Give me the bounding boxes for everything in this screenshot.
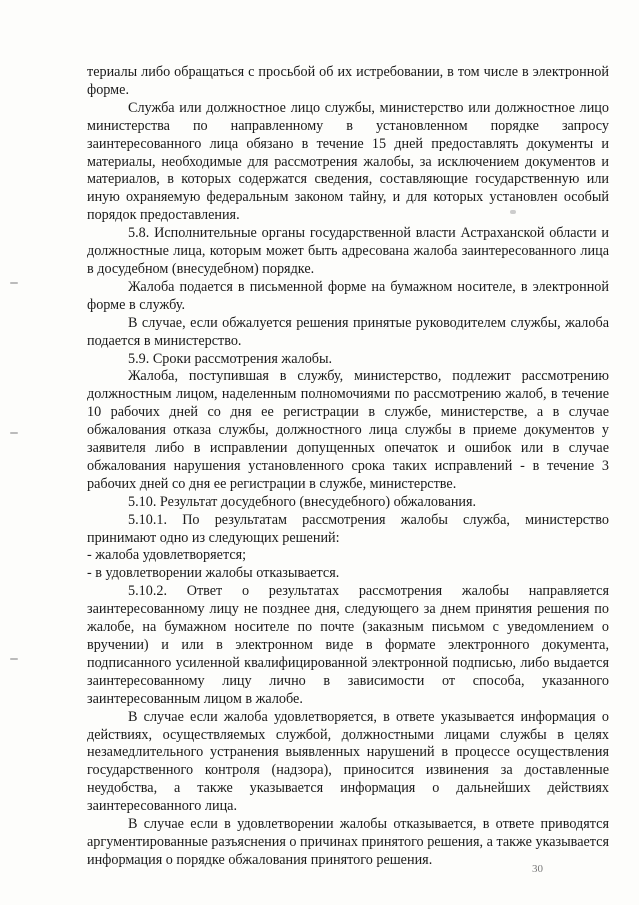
scan-mark <box>10 658 18 660</box>
section-heading-5-8: 5.8. Исполнительные органы государственной власти Астраханской области и должностные лица, которым может быть адресована жалоба заинтересованного лица в досудебном (внесудебном) порядке. <box>87 225 609 277</box>
paragraph-continuation: териалы либо обращаться с просьбой об их истребовании, в том числе в электронной форме. <box>87 64 609 98</box>
scan-mark <box>10 282 18 284</box>
section-heading-5-10: 5.10. Результат досудебного (внесудебного) обжалования. <box>128 493 477 510</box>
paragraph: Служба или должностное лицо службы, министерство или должностное лицо министерства по направленному в установленном порядке запросу заинтересованного лица обязано в течение 15 дней предоставлять документы и материалы, необходимые для рассмотрения жалобы, за исключением документов и материалов, в которых содержатся сведения, составляющие государственную или иную охраняемую федеральным законом тайну, и для которых установлен особый порядок предоставления. <box>87 99 609 224</box>
section-heading-5-10-2: 5.10.2. Ответ о результатах рассмотрения жалобы направляется заинтересованному лицу не позднее дня, следующего за днем принятия решения по жалобе, на бумажном носителе по почте (заказным письмом с уведомлением о вручении) и или в электронном виде в формате электронного документа, подписанного усиленной квалифицированной электронной подписью, либо выдается заинтересованному лицу лично в зависимости от способа, указанного заинтересованным лицом в жалобе. <box>87 583 609 707</box>
paragraph: Жалоба подается в письменной форме на бумажном носителе, в электронной форме в службу. <box>87 278 609 313</box>
list-item: - в удовлетворении жалобы отказывается. <box>87 565 340 582</box>
section-heading-5-9: 5.9. Сроки рассмотрения жалобы. <box>128 350 333 367</box>
paragraph: В случае если в удовлетворении жалобы отказывается, в ответе приводятся аргументированные разъяснения о причинах принятого решения, а также указывается информация о порядке обжалования принятого решения. <box>87 816 609 868</box>
scan-mark <box>10 432 18 434</box>
list-item: - жалоба удовлетворяется; <box>87 547 247 564</box>
paragraph: В случае если жалоба удовлетворяется, в ответе указывается информация о действиях, осуществляемых службой, должностными лицами службы в целях незамедлительного устранения выявленных нарушений в процессе осуществления государственного контроля (надзора), приносится извинения за доставленные неудобства, а также указывается информация о дальнейших действиях заинтересованного лица. <box>87 708 609 815</box>
paragraph: Жалоба, поступившая в службу, министерство, подлежит рассмотрению должностным лицом, наделенным полномочиями по рассмотрению жалоб, в течение 10 рабочих дней со дня ее регистрации в службе, министерстве, а в случае обжалования отказа службы, должностного лица службы в приеме документов у заявителя либо в исправлении допущенных опечаток и ошибок или в случае обжалования нарушения установленного срока таких исправлений - в течение 3 рабочих дней со дня ее регистрации в службе, министерстве. <box>87 368 609 492</box>
document-body <box>87 64 609 870</box>
page-number: 30 <box>532 863 543 875</box>
paragraph: В случае, если обжалуется решения принятые руководителем службы, жалоба подается в министерство. <box>87 314 609 349</box>
section-heading-5-10-1: 5.10.1. По результатам рассмотрения жалобы служба, министерство принимают одно из следующих решений: <box>87 511 609 546</box>
